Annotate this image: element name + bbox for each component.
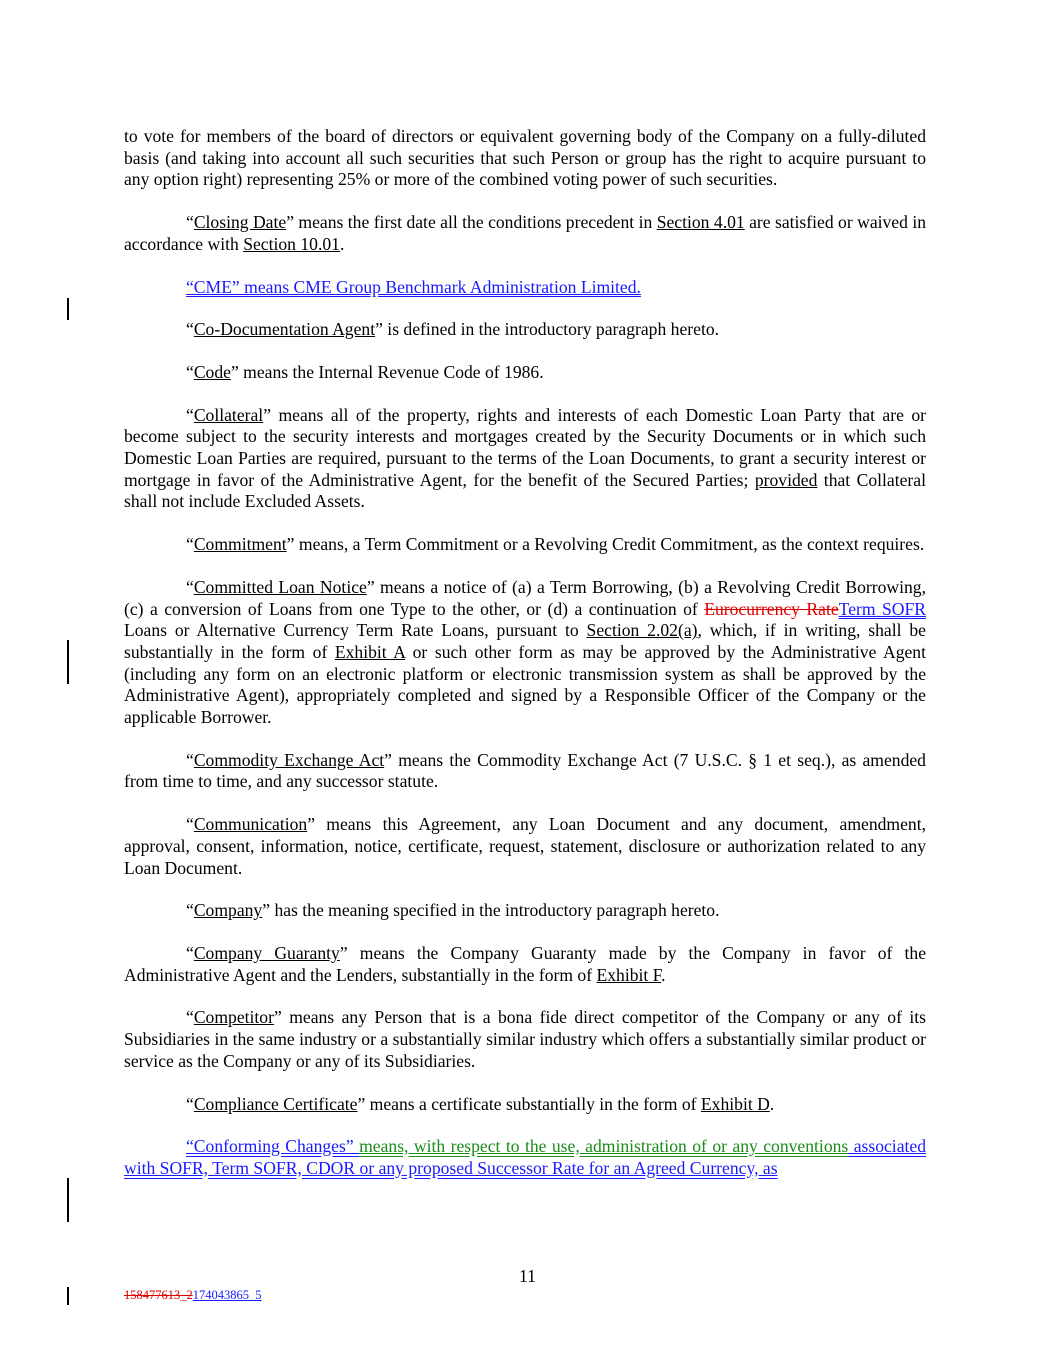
definition-text: ” means the Internal Revenue Code of 1986.	[230, 361, 544, 382]
definition-text: ” means any Person that is a bona fide direct competitor of the Company or any of its Subsidiaries in the same industry or a substantially similar industry which offers a substantially similar product or service as the Company or any of its Subsidiaries.	[124, 1007, 926, 1071]
definition-text: .	[339, 233, 345, 254]
definition-text: that Collateral shall not include Excluded Assets.	[124, 469, 926, 512]
definition-closing-date	[124, 212, 926, 255]
definition-company	[124, 900, 926, 922]
defined-term: Company	[193, 900, 263, 921]
moved-text: means, with respect to the use, administration of or any conventions	[359, 1136, 849, 1157]
definition-collateral	[124, 405, 926, 514]
definition-commodity-exchange-act	[124, 750, 926, 793]
definition-company-guaranty	[124, 943, 926, 986]
inserted-document-id: 174043865_5	[192, 1288, 262, 1302]
definition-text: ” means the Commodity Exchange Act (7 U.S.C. § 1 et seq.), as amended from time to time, and any successor statute.	[124, 749, 926, 792]
definition-co-documentation-agent	[124, 319, 926, 341]
inserted-text: “Conforming Changes”	[186, 1136, 360, 1157]
defined-term: Closing Date	[193, 212, 287, 233]
open-quote: “	[186, 212, 194, 233]
open-quote: “	[186, 576, 194, 597]
open-quote: “	[186, 534, 194, 555]
section-reference: Section 4.01	[656, 212, 745, 233]
inserted-text: “CME” means CME Group Benchmark Administration Limited.	[186, 276, 641, 297]
deleted-document-id: 158477613_2	[124, 1288, 193, 1302]
open-quote: “	[186, 749, 194, 770]
definition-compliance-certificate	[124, 1094, 926, 1116]
defined-term: Co-Documentation Agent	[193, 319, 376, 340]
document-body	[124, 126, 926, 1201]
provided-term: provided	[754, 469, 818, 490]
definition-text: ” means, a Term Commitment or a Revolving Credit Commitment, as the context requires.	[286, 534, 925, 555]
definition-text: ” means this Agreement, any Loan Document and any document, amendment, approval, consent, information, notice, certificate, request, statement, disclosure or authorization related to any Loan Document.	[124, 814, 926, 878]
definition-conforming-changes	[124, 1136, 926, 1179]
open-quote: “	[186, 1007, 194, 1028]
change-bar-cme	[67, 298, 69, 320]
open-quote: “	[186, 900, 194, 921]
deleted-text: Eurocurrency Rate	[704, 598, 839, 619]
definition-committed-loan-notice	[124, 577, 926, 729]
definition-text: ” means a certificate substantially in the form of	[357, 1093, 701, 1114]
paragraph-text: to vote for members of the board of directors or equivalent governing body of the Company on a fully-diluted basis (and taking into account all such securities that such Person or group has the right to acquire pursuant to any option right) representing 25% or more of the combined voting power of such securities.	[124, 126, 926, 190]
defined-term: Company Guaranty	[193, 942, 340, 963]
definition-text: .	[769, 1093, 775, 1114]
definition-code	[124, 362, 926, 384]
paragraph-continuation	[124, 126, 926, 191]
section-reference: Section 2.02(a)	[586, 620, 698, 641]
exhibit-reference: Exhibit F	[596, 964, 662, 985]
definition-text: ” means all of the property, rights and interests of each Domestic Loan Party that are or become subject to the security interests and mortgages created by the Security Documents or in which such Domestic Loan Parties are required, pursuant to the terms of the Loan Documents, to grant a security interest or mortgage in favor of the Administrative Agent, for the benefit of the Secured Parties;	[124, 404, 926, 490]
definition-text: are satisfied or waived in accordance with	[124, 212, 927, 254]
open-quote: “	[186, 361, 194, 382]
open-quote: “	[186, 814, 194, 835]
section-reference: Section 10.01	[243, 233, 340, 254]
exhibit-reference: Exhibit A	[334, 641, 406, 662]
open-quote: “	[186, 942, 194, 963]
open-quote: “	[186, 404, 194, 425]
definition-commitment	[124, 534, 926, 556]
definition-text: ” means the Company Guaranty made by the Company in favor of the Administrative Agent and the Lenders, substantially in the form of	[124, 942, 927, 985]
change-bar-footer	[67, 1287, 69, 1305]
definition-text: ” has the meaning specified in the introductory paragraph hereto.	[262, 900, 720, 921]
defined-term: Commitment	[193, 534, 287, 555]
defined-term: Competitor	[193, 1007, 274, 1028]
defined-term: Commodity Exchange Act	[193, 749, 385, 770]
definition-text: ” is defined in the introductory paragraph hereto.	[375, 319, 720, 340]
change-bar-conforming	[67, 1178, 69, 1222]
defined-term: Collateral	[193, 404, 264, 425]
open-quote: “	[186, 319, 194, 340]
defined-term: Communication	[193, 814, 308, 835]
definition-text: .	[661, 964, 666, 985]
definition-text: , which, if in writing, shall be substantially in the form of	[124, 620, 926, 662]
definition-text: Loans or Alternative Currency Term Rate Loans, pursuant to	[124, 620, 587, 641]
page-number: 11	[519, 1266, 536, 1286]
exhibit-reference: Exhibit D	[700, 1093, 770, 1114]
defined-term: Code	[193, 361, 231, 382]
definition-cme	[124, 277, 926, 299]
defined-term: Compliance Certificate	[193, 1093, 358, 1114]
open-quote: “	[186, 1093, 194, 1114]
definition-text: or such other form as may be approved by the Administrative Agent (including any form on an electronic platform or electronic transmission system as shall be approved by the Administrative Agent), appropriately completed and signed by a Responsible Officer of the Company or the applicable Borrower.	[124, 641, 926, 728]
document-id	[124, 1288, 262, 1303]
change-bar-committed	[67, 640, 69, 684]
defined-term: Committed Loan Notice	[193, 576, 367, 597]
definition-text: ” means a notice of (a) a Term Borrowing, (b) a Revolving Credit Borrowing, (c) a conversion of Loans from one Type to the other, or (d) a continuation of	[124, 576, 927, 619]
definition-communication	[124, 814, 926, 879]
inserted-text: Term SOFR	[838, 598, 927, 619]
definition-text: ” means the first date all the conditions precedent in	[286, 212, 657, 233]
definition-competitor	[124, 1007, 926, 1072]
inserted-text: associated with SOFR, Term SOFR, CDOR or any proposed Successor Rate for an Agreed Currency, as	[124, 1136, 926, 1178]
